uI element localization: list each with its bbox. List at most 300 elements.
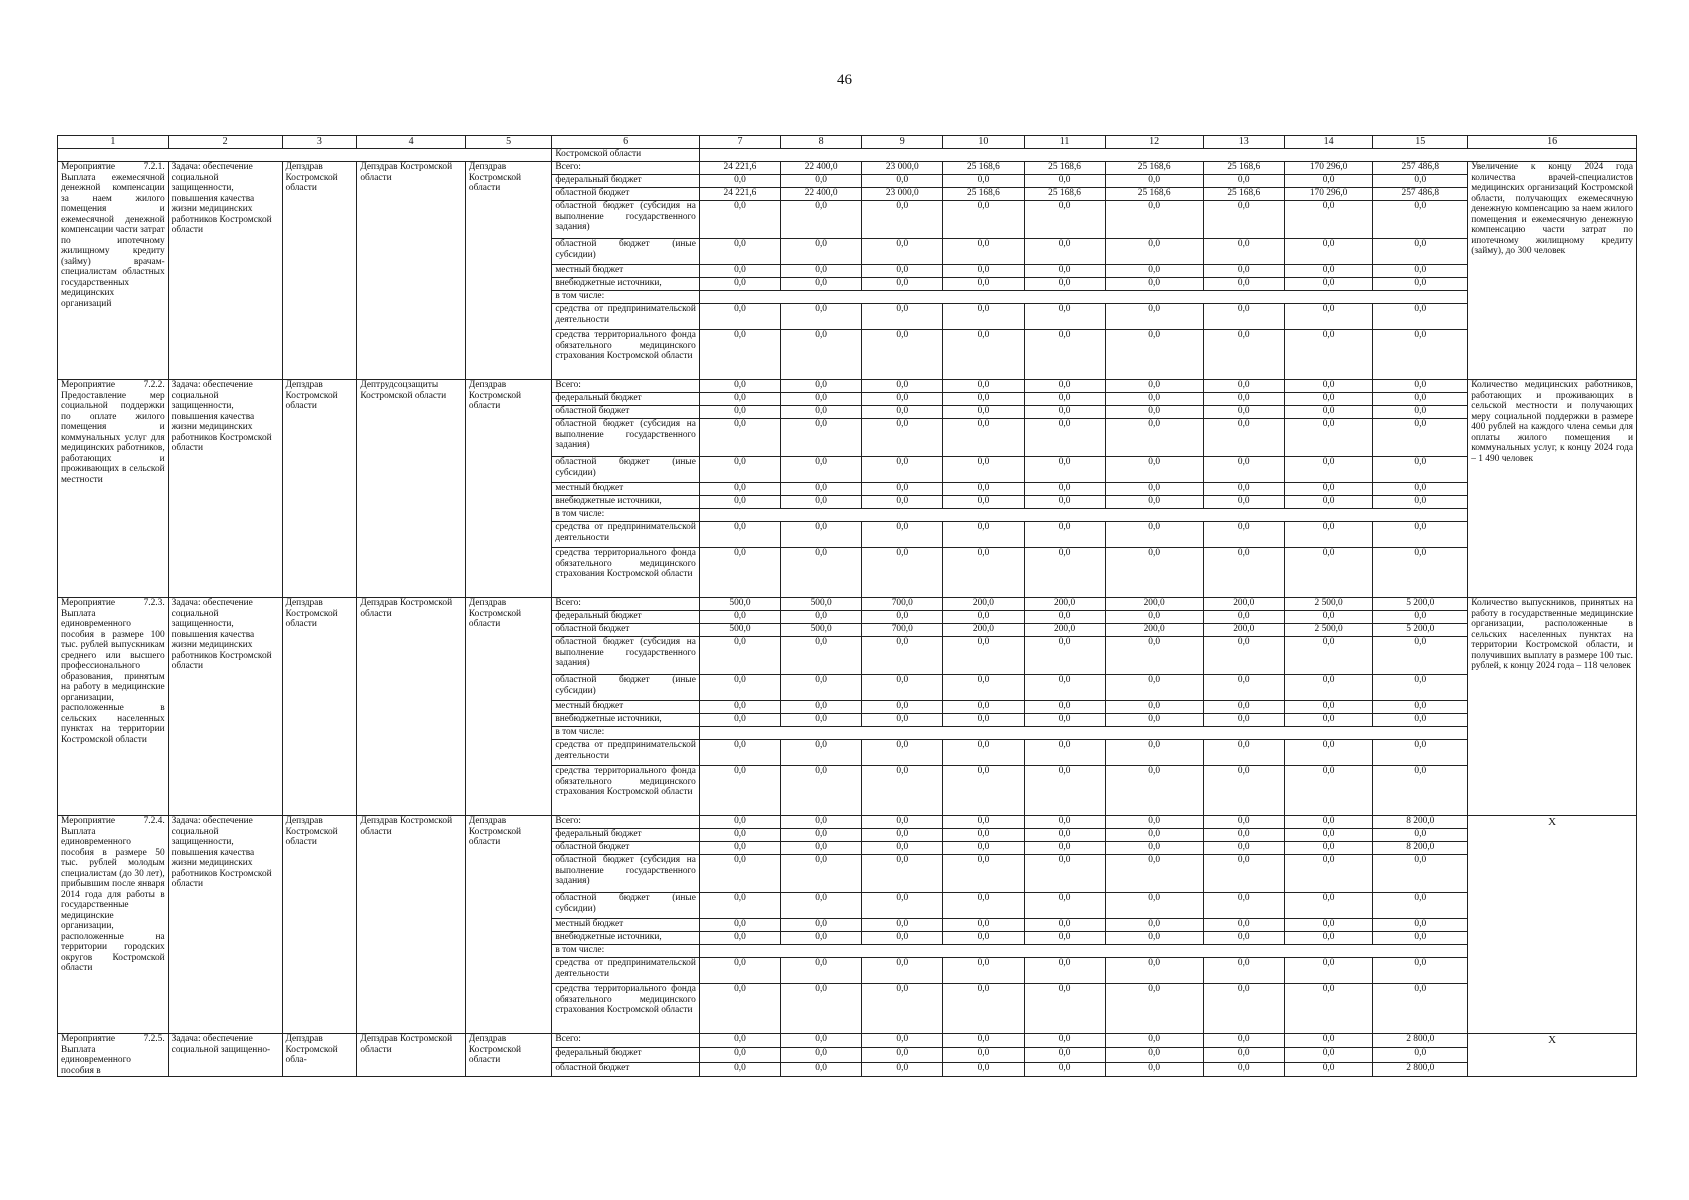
funding-source-label: средства от предпринимательской деятельности [552,522,700,548]
amount-cell: 0,0 [781,278,862,291]
amount-cell: 0,0 [1373,637,1468,675]
funding-source-label: Всего: [552,162,700,175]
funding-source-label: областной бюджет [552,1062,700,1076]
amount-cell: 0,0 [1284,893,1373,919]
amount-cell: 0,0 [699,611,780,624]
amount-cell: 0,0 [1105,893,1203,919]
amount-cell: 0,0 [1024,522,1105,548]
amount-cell: 0,0 [781,548,862,598]
amount-cell: 0,0 [1284,457,1373,483]
amount-cell: 0,0 [781,740,862,766]
amount-cell: 0,0 [943,1034,1024,1048]
amount-cell: 0,0 [1373,855,1468,893]
amount-cell: 0,0 [1203,457,1284,483]
amount-cell: 0,0 [1284,766,1373,816]
column-number-6: 6 [552,136,700,149]
amount-cell: 2 500,0 [1284,624,1373,637]
amount-cell: 0,0 [699,984,780,1034]
amount-cell: 200,0 [1105,598,1203,611]
amount-cell: 0,0 [781,1062,862,1076]
amount-cell: 0,0 [1284,984,1373,1034]
funding-source-label: областной бюджет (субсидия на выполнение государственного задания) [552,637,700,675]
amount-cell: 0,0 [862,239,943,265]
activity-coexecutor: Депздрав Костромской области [357,816,466,1034]
amount-cell: 0,0 [699,304,780,330]
amount-cell: 0,0 [1105,675,1203,701]
funding-source-label: местный бюджет [552,265,700,278]
activity-result: Количество выпускников, принятых на работу в государственные медицинские организации, расположенные в сельских населенных пунктах на территории Костромской области, и получивших выплату в размере 100 тыс. рублей, к концу 2024 года – 118 человек [1468,598,1637,816]
amount-cell: 0,0 [1284,1048,1373,1062]
amount-cell: 0,0 [699,701,780,714]
amount-cell: 0,0 [699,239,780,265]
amount-cell: 0,0 [943,457,1024,483]
amount-cell: 0,0 [1024,637,1105,675]
amount-cell: 0,0 [1105,330,1203,380]
funding-source-label: в том числе: [552,945,700,958]
column-number-15: 15 [1373,136,1468,149]
amount-cell: 500,0 [699,598,780,611]
amount-cell: 0,0 [943,842,1024,855]
amount-cell: 0,0 [862,766,943,816]
amount-cell: 700,0 [862,598,943,611]
amount-cell: 0,0 [1284,406,1373,419]
amount-cell: 0,0 [781,265,862,278]
amount-cell: 0,0 [1284,522,1373,548]
amount-cell: 0,0 [943,406,1024,419]
amount-cell: 0,0 [1105,701,1203,714]
amount-cell: 200,0 [1105,624,1203,637]
funding-source-label: средства территориального фонда обязательного медицинского страхования Костромской области [552,766,700,816]
amount-cell: 0,0 [1284,740,1373,766]
amount-cell: 0,0 [1373,766,1468,816]
amount-cell: 0,0 [1105,740,1203,766]
amount-cell: 0,0 [862,984,943,1034]
amount-cell: 0,0 [1105,932,1203,945]
activity-executor: Депздрав Костромской области [282,162,357,380]
amount-cell: 0,0 [943,522,1024,548]
table-row [58,816,1637,829]
amount-cell: 0,0 [862,816,943,829]
amount-cell: 0,0 [699,932,780,945]
amount-cell: 0,0 [1203,958,1284,984]
funding-source-label: средства территориального фонда обязательного медицинского страхования Костромской области [552,548,700,598]
activity-task: Задача: обеспечение социальной защищенности, повышения качества жизни медицинских работников Костромской области [168,816,282,1034]
amount-cell: 200,0 [1203,624,1284,637]
amount-cell: 0,0 [862,1062,943,1076]
amount-cell: 0,0 [1105,380,1203,393]
amount-cell: 0,0 [781,984,862,1034]
amount-cell: 0,0 [1373,611,1468,624]
amount-cell: 0,0 [1373,393,1468,406]
amount-cell: 0,0 [862,304,943,330]
amount-cell: 0,0 [1203,548,1284,598]
amount-cell: 0,0 [943,714,1024,727]
column-number-12: 12 [1105,136,1203,149]
amount-cell: 25 168,6 [943,188,1024,201]
amount-cell: 0,0 [1024,675,1105,701]
amount-cell: 0,0 [1024,483,1105,496]
amount-cell: 0,0 [1024,201,1105,239]
amount-cell: 0,0 [1284,932,1373,945]
amount-cell: 0,0 [781,483,862,496]
amount-cell: 0,0 [699,1048,780,1062]
amount-cell: 0,0 [781,816,862,829]
amount-cell: 0,0 [1203,419,1284,457]
amount-cell: 200,0 [1203,598,1284,611]
amount-cell: 2 500,0 [1284,598,1373,611]
amount-cell: 0,0 [1203,496,1284,509]
amount-cell: 0,0 [1284,958,1373,984]
amount-cell: 0,0 [1373,330,1468,380]
continuation-row [58,149,1637,162]
amount-cell: 0,0 [699,548,780,598]
amount-cell: 500,0 [781,624,862,637]
amount-cell: 0,0 [1105,842,1203,855]
amount-cell: 0,0 [1203,239,1284,265]
amount-cell: 0,0 [1203,611,1284,624]
amount-cell: 0,0 [1024,893,1105,919]
amount-cell: 0,0 [1105,265,1203,278]
amount-cell: 0,0 [1203,714,1284,727]
amount-cell: 0,0 [1373,496,1468,509]
amount-cell: 0,0 [699,175,780,188]
amount-cell: 2 800,0 [1373,1062,1468,1076]
amount-cell: 0,0 [1105,457,1203,483]
amount-cell: 0,0 [1373,701,1468,714]
amount-cell: 500,0 [781,598,862,611]
amount-cell: 0,0 [862,278,943,291]
activity-customer: Депздрав Костромской области [465,380,551,598]
amount-cell: 0,0 [862,419,943,457]
funding-source-label: средства от предпринимательской деятельности [552,740,700,766]
amount-cell: 24 221,6 [699,162,780,175]
amount-cell: 0,0 [1105,278,1203,291]
amount-cell: 257 486,8 [1373,162,1468,175]
amount-cell: 0,0 [699,330,780,380]
activity-executor: Депздрав Костромской области [282,598,357,816]
amount-cell: 23 000,0 [862,188,943,201]
activity-coexecutor: Депздрав Костромской области [357,598,466,816]
table-row [58,162,1637,175]
activity-executor: Депздрав Костромской обла- [282,1034,357,1077]
amount-cell: 0,0 [943,984,1024,1034]
column-number-14: 14 [1284,136,1373,149]
amount-cell: 0,0 [862,1034,943,1048]
funding-source-label: средства от предпринимательской деятельности [552,304,700,330]
amount-cell: 0,0 [781,932,862,945]
amount-cell: 0,0 [1105,829,1203,842]
amount-cell: 0,0 [1203,919,1284,932]
amount-cell: 0,0 [1105,175,1203,188]
table-row [58,1034,1637,1048]
amount-cell: 0,0 [1024,304,1105,330]
amount-cell: 25 168,6 [1105,162,1203,175]
page-number: 46 [837,72,852,88]
amount-cell: 0,0 [1203,740,1284,766]
amount-cell: 0,0 [1203,304,1284,330]
column-number-5: 5 [465,136,551,149]
amount-cell: 0,0 [699,393,780,406]
amount-cell: 0,0 [862,740,943,766]
amount-cell: 0,0 [1373,522,1468,548]
amount-cell: 0,0 [862,175,943,188]
amount-cell: 0,0 [1284,201,1373,239]
amount-cell: 0,0 [1373,829,1468,842]
funding-source-label: средства от предпринимательской деятельности [552,958,700,984]
amount-cell: 0,0 [862,483,943,496]
activity-coexecutor: Дептрудсоцзащиты Костромской области [357,380,466,598]
amount-cell: 0,0 [862,829,943,842]
amount-cell: 200,0 [1024,598,1105,611]
funding-source-label: областной бюджет (субсидия на выполнение государственного задания) [552,419,700,457]
amount-cell: 0,0 [781,842,862,855]
funding-source-label: областной бюджет [552,406,700,419]
amount-cell: 0,0 [1373,958,1468,984]
amount-cell: 0,0 [1203,829,1284,842]
column-number-4: 4 [357,136,466,149]
amount-cell: 0,0 [1024,842,1105,855]
funding-source-label: федеральный бюджет [552,393,700,406]
amount-cell: 0,0 [1203,637,1284,675]
activity-result: X [1468,816,1637,1034]
amount-cell: 0,0 [862,457,943,483]
amount-cell: 0,0 [943,855,1024,893]
amount-cell: 0,0 [1284,419,1373,457]
amount-cell: 0,0 [781,919,862,932]
amount-cell: 0,0 [862,265,943,278]
amount-cell: 0,0 [1284,714,1373,727]
amount-cell: 0,0 [1373,457,1468,483]
amount-cell: 0,0 [1105,984,1203,1034]
amount-cell: 0,0 [862,714,943,727]
amount-cell: 0,0 [1284,278,1373,291]
amount-cell: 0,0 [862,496,943,509]
funding-source-label: в том числе: [552,509,700,522]
amount-cell: 0,0 [781,522,862,548]
amount-cell: 0,0 [943,637,1024,675]
amount-cell: 0,0 [1024,714,1105,727]
amount-cell: 0,0 [1373,740,1468,766]
funding-source-label: областной бюджет [552,624,700,637]
amount-cell: 0,0 [943,816,1024,829]
funding-source-label: местный бюджет [552,919,700,932]
amount-cell: 0,0 [781,701,862,714]
amount-cell: 0,0 [1105,1034,1203,1048]
amount-cell: 0,0 [1203,1048,1284,1062]
amount-cell: 0,0 [1284,1062,1373,1076]
amount-cell: 0,0 [699,816,780,829]
amount-cell: 0,0 [1024,380,1105,393]
amount-cell: 0,0 [1105,1062,1203,1076]
amount-cell: 0,0 [862,932,943,945]
amount-cell: 0,0 [1373,1048,1468,1062]
amount-cell: 0,0 [1284,380,1373,393]
amount-cell: 0,0 [1373,278,1468,291]
amount-cell: 22 400,0 [781,188,862,201]
funding-source-label: областной бюджет [552,188,700,201]
amount-cell: 0,0 [862,548,943,598]
amount-cell: 0,0 [1284,701,1373,714]
amount-cell: 0,0 [862,1048,943,1062]
amount-cell: 0,0 [1203,406,1284,419]
amount-cell: 0,0 [943,611,1024,624]
amount-cell: 0,0 [1105,1048,1203,1062]
amount-cell: 0,0 [1105,239,1203,265]
amount-cell: 0,0 [862,522,943,548]
amount-cell: 0,0 [1105,483,1203,496]
amount-cell: 0,0 [781,406,862,419]
amount-cell: 0,0 [862,380,943,393]
amount-cell: 0,0 [1203,816,1284,829]
column-number-2: 2 [168,136,282,149]
amount-cell: 0,0 [1105,637,1203,675]
amount-cell: 0,0 [1024,829,1105,842]
column-number-7: 7 [699,136,780,149]
amount-cell: 0,0 [1024,740,1105,766]
amount-cell: 0,0 [699,766,780,816]
amount-cell: 0,0 [943,380,1024,393]
amount-cell: 8 200,0 [1373,842,1468,855]
amount-cell: 5 200,0 [1373,598,1468,611]
amount-cell: 0,0 [1284,393,1373,406]
amount-cell: 0,0 [1105,548,1203,598]
funding-source-label: средства территориального фонда обязательного медицинского страхования Костромской области [552,984,700,1034]
table-row [58,598,1637,611]
amount-cell: 0,0 [1203,265,1284,278]
amount-cell: 0,0 [943,766,1024,816]
amount-cell: 0,0 [699,740,780,766]
amount-cell: 500,0 [699,624,780,637]
activity-result: Количество медицинских работников, работающих и проживающих в сельской местности и получающих меру социальной поддержки в размере 400 рублей на каждого члена семьи для оплаты жилого помещения и коммунальных услуг, к концу 2024 года – 1 490 человек [1468,380,1637,598]
amount-cell: 0,0 [781,829,862,842]
amount-cell: 0,0 [943,496,1024,509]
amount-cell: 25 168,6 [1024,188,1105,201]
amount-cell: 0,0 [943,932,1024,945]
amount-cell: 0,0 [943,893,1024,919]
funding-source-label: в том числе: [552,291,700,304]
amount-cell: 23 000,0 [862,162,943,175]
amount-cell: 200,0 [943,624,1024,637]
amount-cell: 0,0 [699,419,780,457]
activity-result: Увеличение к концу 2024 года количества врачей-специалистов медицинских организаций Костромской области, получающих ежемесячную денежную компенсацию за наем жилого помещения и ежемесячную денежную компенсацию части затрат по ипотечному жилищному кредиту (займу), до 300 человек [1468,162,1637,380]
amount-cell: 700,0 [862,624,943,637]
amount-cell: 0,0 [1284,637,1373,675]
amount-cell: 0,0 [862,611,943,624]
amount-cell: 0,0 [1203,201,1284,239]
amount-cell: 0,0 [943,278,1024,291]
funding-source-label: внебюджетные источники, [552,278,700,291]
activity-executor: Депздрав Костромской области [282,816,357,1034]
amount-cell: 0,0 [1105,714,1203,727]
funding-source-label: Всего: [552,816,700,829]
activity-customer: Депздрав Костромской области [465,1034,551,1077]
amount-cell: 0,0 [699,406,780,419]
activity-result: X [1468,1034,1637,1077]
amount-cell: 0,0 [1024,855,1105,893]
activity-task: Задача: обеспечение социальной защищенно- [168,1034,282,1077]
amount-cell: 0,0 [862,842,943,855]
amount-cell: 0,0 [943,393,1024,406]
amount-cell: 0,0 [1024,1048,1105,1062]
amount-cell: 0,0 [943,1062,1024,1076]
amount-cell: 0,0 [1284,330,1373,380]
amount-cell: 0,0 [699,842,780,855]
amount-cell: 0,0 [781,393,862,406]
amount-cell: 0,0 [1373,932,1468,945]
amount-cell: 0,0 [781,1034,862,1048]
funding-source-label: областной бюджет (иные субсидии) [552,239,700,265]
amount-cell: 0,0 [862,919,943,932]
amount-cell: 0,0 [943,201,1024,239]
amount-cell: 0,0 [1203,855,1284,893]
funding-source-label: областной бюджет (иные субсидии) [552,457,700,483]
activity-name: Мероприятие 7.2.2. Предоставление мер социальной поддержки по оплате жилого помещения и коммунальных услуг для медицинских работников, работающих и проживающих в сельской местности [58,380,169,598]
amount-cell: 0,0 [1203,330,1284,380]
amount-cell: 0,0 [1024,548,1105,598]
amount-cell: 0,0 [1203,1062,1284,1076]
amount-cell: 0,0 [699,483,780,496]
amount-cell: 0,0 [1105,766,1203,816]
amount-cell: 0,0 [781,714,862,727]
activity-name: Мероприятие 7.2.4. Выплата единовременного пособия в размере 50 тыс. рублей молодым специалистам (до 30 лет), прибывшим после января 2014 года для работы в государственные медицинские организации, расположенные на территории городских округов Костромской области [58,816,169,1034]
amount-cell: 0,0 [781,611,862,624]
activity-task: Задача: обеспечение социальной защищенности, повышения качества жизни медицинских работников Костромской области [168,162,282,380]
amount-cell: 0,0 [1203,175,1284,188]
amount-cell: 0,0 [1373,548,1468,598]
amount-cell: 0,0 [1105,958,1203,984]
amount-cell: 0,0 [1024,239,1105,265]
amount-cell: 0,0 [1105,304,1203,330]
amount-cell: 0,0 [781,855,862,893]
amount-cell: 0,0 [1203,278,1284,291]
amount-cell: 0,0 [1024,958,1105,984]
activity-task: Задача: обеспечение социальной защищенности, повышения качества жизни медицинских работников Костромской области [168,598,282,816]
amount-cell: 0,0 [1203,701,1284,714]
activity-name: Мероприятие 7.2.1. Выплата ежемесячной денежной компенсации за наем жилого помещения и ежемесячной денежной компенсации части затрат по ипотечному жилищному кредиту (займу) врачам-специалистам областных государственных медицинских организаций [58,162,169,380]
amount-cell: 0,0 [1024,330,1105,380]
amount-cell: 0,0 [862,406,943,419]
amount-cell: 170 296,0 [1284,162,1373,175]
amount-cell: 0,0 [1105,855,1203,893]
amount-cell: 0,0 [781,766,862,816]
funding-source-label: Всего: [552,598,700,611]
amount-cell: 0,0 [781,1048,862,1062]
amount-cell: 0,0 [862,201,943,239]
amount-cell: 0,0 [781,304,862,330]
table-row [58,380,1637,393]
column-number-11: 11 [1024,136,1105,149]
amount-cell: 0,0 [1373,675,1468,701]
amount-cell: 200,0 [943,598,1024,611]
amount-cell: 0,0 [1105,816,1203,829]
amount-cell: 0,0 [1203,984,1284,1034]
amount-cell: 0,0 [1024,919,1105,932]
amount-cell: 25 168,6 [943,162,1024,175]
amount-cell: 0,0 [1024,932,1105,945]
amount-cell: 0,0 [943,701,1024,714]
amount-cell: 5 200,0 [1373,624,1468,637]
amount-cell: 0,0 [1203,893,1284,919]
activity-customer: Депздрав Костромской области [465,162,551,380]
amount-cell: 0,0 [781,330,862,380]
amount-cell: 0,0 [862,701,943,714]
amount-cell: 0,0 [943,740,1024,766]
amount-cell: 0,0 [1284,175,1373,188]
amount-cell: 0,0 [781,380,862,393]
funding-source-label: внебюджетные источники, [552,932,700,945]
amount-cell: 0,0 [1284,611,1373,624]
amount-cell: 0,0 [943,330,1024,380]
